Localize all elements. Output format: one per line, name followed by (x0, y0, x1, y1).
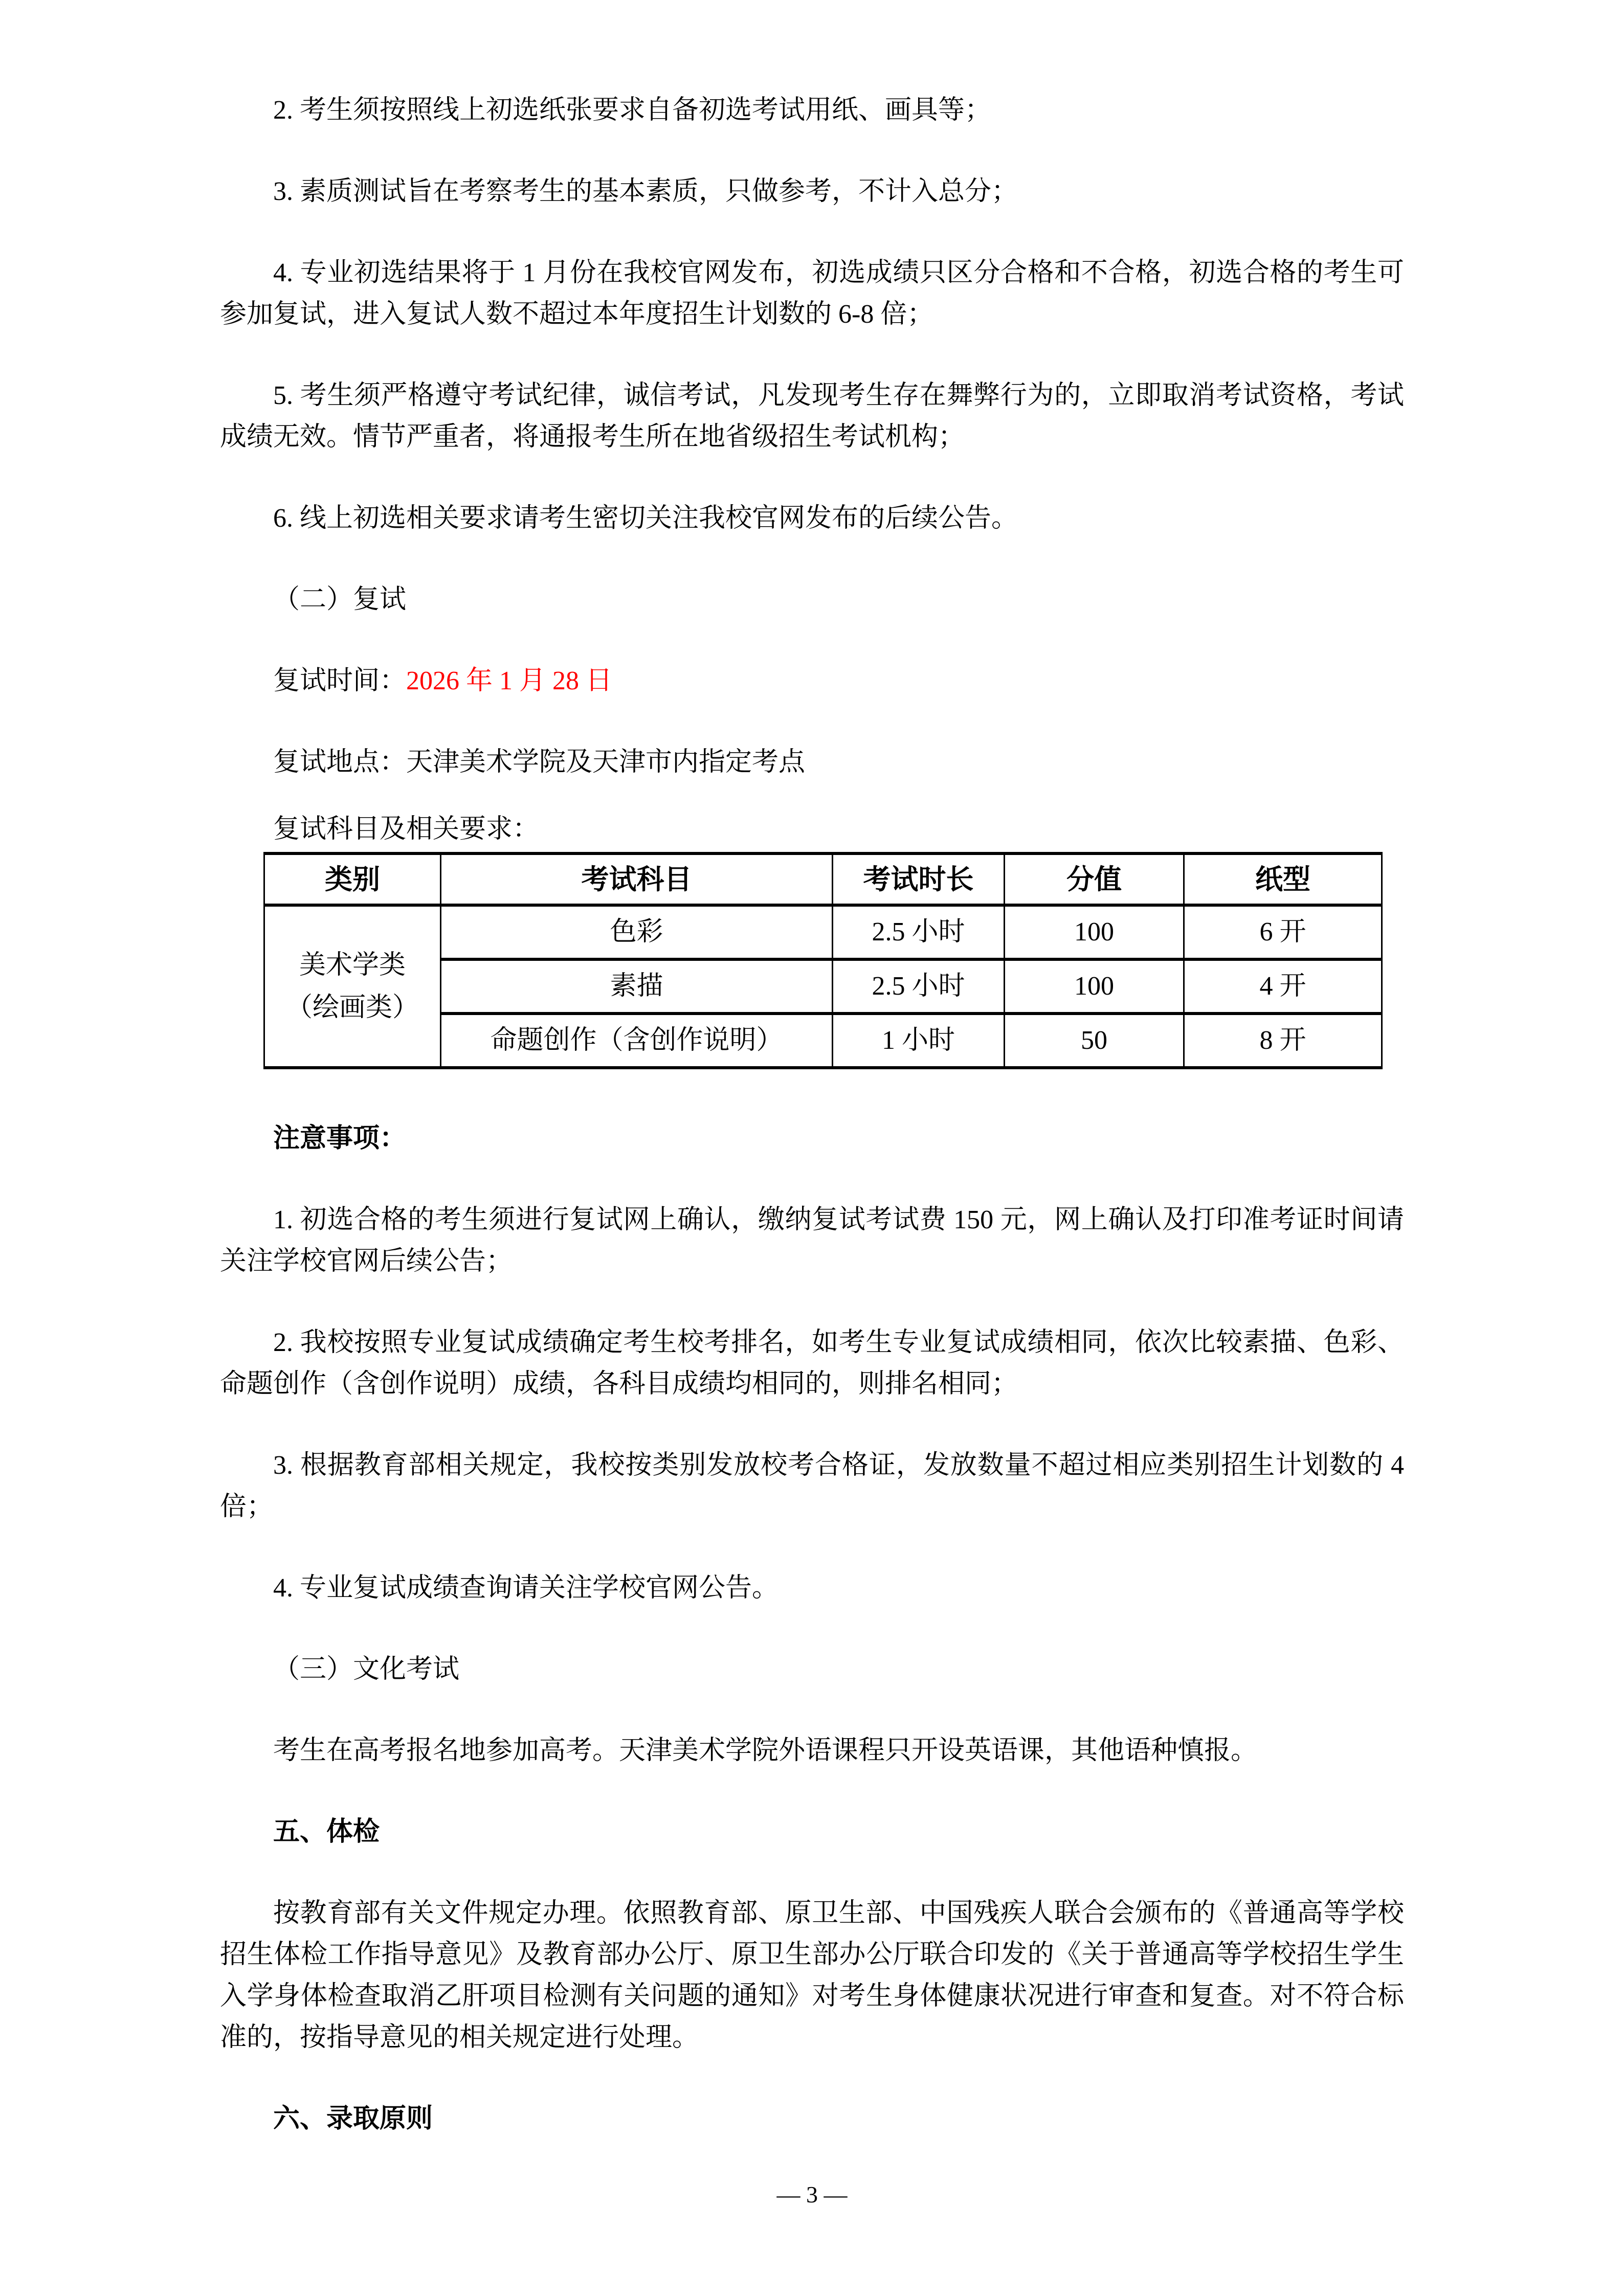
culture-exam-text: 考生在高考报名地参加高考。天津美术学院外语课程只开设英语课，其他语种慎报。 (273, 1736, 1258, 1765)
notes-heading: 注意事项： (273, 1124, 407, 1153)
retest-time-line (220, 660, 1404, 702)
retest-subjects-table (263, 852, 1383, 1069)
table-header-duration: 考试时长 (833, 853, 1005, 905)
table-header-subject: 考试科目 (441, 853, 833, 905)
table-cell-subject: 素描 (441, 959, 833, 1014)
retest-time-label: 复试时间： (273, 666, 407, 695)
retest-subjects-label: 复试科目及相关要求： (273, 815, 540, 844)
table-cell-category (264, 905, 441, 1068)
page-number: — 3 — (776, 2181, 848, 2208)
retest-note-3: 3. 根据教育部相关规定，我校按类别发放校考合格证，发放数量不超过相应类别招生计划数的 4 倍； (220, 1451, 1404, 1521)
preliminary-note-6: 6. 线上初选相关要求请考生密切关注我校官网发布的后续公告。 (273, 504, 1018, 533)
category-subname: （绘画类） (285, 993, 419, 1022)
section-heading-physical-exam: 五、体检 (273, 1817, 380, 1847)
table-header-paper: 纸型 (1184, 853, 1382, 905)
section-heading-admission-principles: 六、录取原则 (273, 2104, 433, 2133)
table-cell-duration: 1 小时 (833, 1014, 1005, 1068)
table-cell-subject: 色彩 (441, 905, 833, 959)
table-header-category: 类别 (264, 853, 441, 905)
retest-note-1: 1. 初选合格的考生须进行复试网上确认，缴纳复试考试费 150 元，网上确认及打印准考证时间请关注学校官网后续公告； (220, 1205, 1404, 1276)
table-header-score: 分值 (1005, 853, 1184, 905)
section-heading-retest: （二）复试 (273, 585, 407, 614)
table-cell-duration: 2.5 小时 (833, 959, 1005, 1014)
category-name: 美术学类 (299, 951, 406, 980)
table-header-row (264, 853, 1382, 905)
table-cell-paper: 4 开 (1184, 959, 1382, 1014)
retest-time-value: 2026 年 1 月 28 日 (406, 666, 613, 695)
physical-exam-text: 按教育部有关文件规定办理。依照教育部、原卫生部、中国残疾人联合会颁布的《普通高等学校招生体检工作指导意见》及教育部办公厅、原卫生部办公厅联合印发的《关于普通高等学校招生学生入学身体检查取消乙肝项目检测有关问题的通知》对考生身体健康状况进行审查和复查。对不符合标准的，按指导意见的相关规定进行处理。 (220, 1899, 1404, 2052)
table-cell-paper: 6 开 (1184, 905, 1382, 959)
preliminary-note-4: 4. 专业初选结果将于 1 月份在我校官网发布，初选成绩只区分合格和不合格，初选合格的考生可参加复试，进入复试人数不超过本年度招生计划数的 6-8 倍； (220, 258, 1404, 329)
preliminary-note-3: 3. 素质测试旨在考察考生的基本素质，只做参考，不计入总分； (273, 177, 1018, 206)
section-heading-culture-exam: （三）文化考试 (273, 1655, 460, 1684)
table-cell-score: 50 (1005, 1014, 1184, 1068)
preliminary-note-5: 5. 考生须严格遵守考试纪律，诚信考试，凡发现考生存在舞弊行为的，立即取消考试资格，考试成绩无效。情节严重者，将通报考生所在地省级招生考试机构； (220, 381, 1404, 452)
table-cell-score: 100 (1005, 905, 1184, 959)
table-cell-duration: 2.5 小时 (833, 905, 1005, 959)
table-row (264, 905, 1382, 959)
preliminary-note-2: 2. 考生须按照线上初选纸张要求自备初选考试用纸、画具等； (273, 96, 992, 125)
retest-note-2: 2. 我校按照专业复试成绩确定考生校考排名，如考生专业复试成绩相同，依次比较素描、色彩、命题创作（含创作说明）成绩，各科目成绩均相同的，则排名相同； (220, 1328, 1404, 1399)
table-cell-subject: 命题创作（含创作说明） (441, 1014, 833, 1068)
retest-place-line: 复试地点：天津美术学院及天津市内指定考点 (273, 748, 806, 777)
retest-note-4: 4. 专业复试成绩查询请关注学校官网公告。 (273, 1573, 779, 1603)
table-cell-paper: 8 开 (1184, 1014, 1382, 1068)
table-cell-score: 100 (1005, 959, 1184, 1014)
